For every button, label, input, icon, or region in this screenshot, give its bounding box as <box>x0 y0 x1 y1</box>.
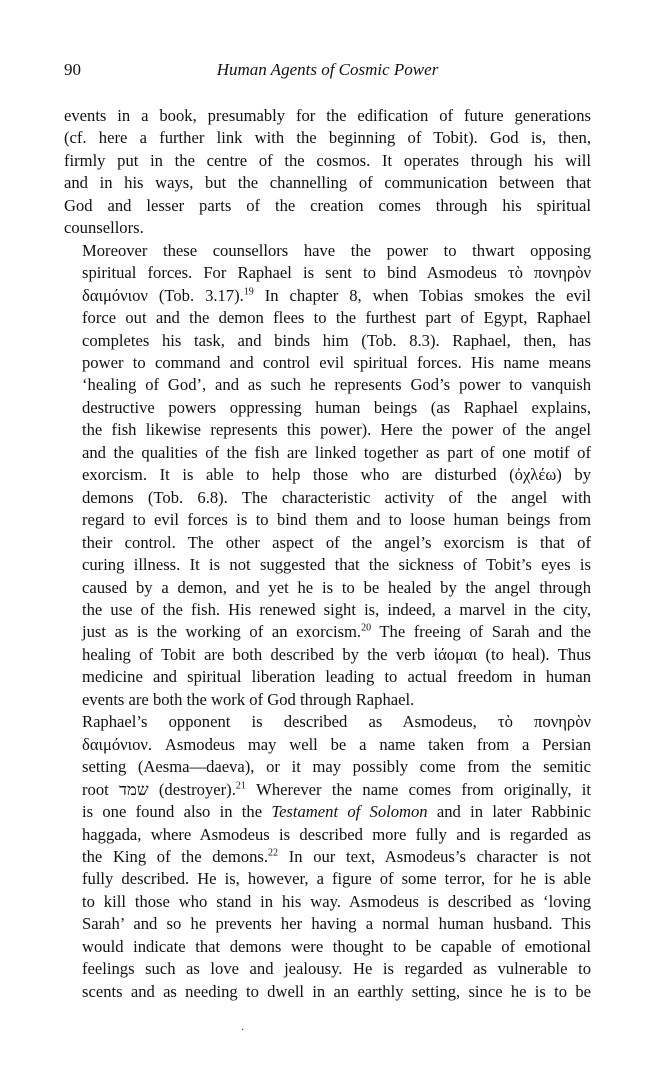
text-segment: In our text, Asmodeus’s character is not <box>278 846 591 866</box>
text-line: δαιμόνιον. Asmodeus may well be a name taken from a Persian <box>82 734 591 754</box>
text-segment: δαιμόνιον (Tob. 3.17). <box>82 285 244 305</box>
text-line: (cf. here a further link with the beginning of Tobit). God is, then, <box>64 128 591 148</box>
text-line: power to command and control evil spiritual forces. His name means <box>82 352 591 372</box>
text-line: exorcism. It is able to help those who are disturbed (ὀχλέω) by <box>82 465 591 485</box>
text-line-with-footnote <box>64 285 591 307</box>
text-segment: In chapter 8, when Tobias smokes the evil <box>253 285 591 305</box>
body-text <box>64 105 591 1003</box>
text-line: events are both the work of God through Raphael. <box>82 689 415 709</box>
text-line: and in his ways, but the channelling of communication between that <box>64 173 591 193</box>
footnote-ref-19: 19 <box>243 286 254 298</box>
text-line: God and lesser parts of the creation comes through his spiritual <box>64 195 591 215</box>
text-line: their control. The other aspect of the angel’s exorcism is that of <box>82 532 591 552</box>
text-line: the use of the fish. His renewed sight is, indeed, a marvel in the city, <box>82 599 591 619</box>
text-segment: the King of the demons. <box>82 846 269 866</box>
text-line-with-title <box>64 801 591 823</box>
text-line: the fish likewise represents this power). Here the power of the angel <box>82 420 591 440</box>
paragraph-1 <box>64 105 591 240</box>
text-segment: The freeing of Sarah and the <box>371 622 591 642</box>
footnote-ref-20: 20 <box>361 622 372 634</box>
text-line: firmly put in the centre of the cosmos. It operates through his will <box>64 150 591 170</box>
text-line: healing of Tobit are both described by the verb ἰάομαι (to heal). Thus <box>82 644 591 664</box>
text-segment: root שמד (destroyer). <box>82 779 236 799</box>
text-segment: and in later Rabbinic <box>427 802 591 822</box>
text-line: curing illness. It is not suggested that the sickness of Tobit’s eyes is <box>82 555 591 575</box>
running-title: Human Agents of Cosmic Power <box>216 60 439 79</box>
text-line: Raphael’s opponent is described as Asmodeus, τὸ πονηρὸν <box>82 712 591 732</box>
text-line: force out and the demon flees to the furthest part of Egypt, Raphael <box>82 308 591 328</box>
text-line: Moreover these counsellors have the power to thwart opposing <box>82 240 591 260</box>
text-line: completes his task, and binds him (Tob. 8.3). Raphael, then, has <box>82 330 591 350</box>
text-line: medicine and spiritual liberation leading to actual freedom in human <box>82 667 591 687</box>
footnote-ref-21: 21 <box>235 780 246 792</box>
text-line: scents and as needing to dwell in an earthly setting, since he is to be <box>82 981 591 1001</box>
text-segment: is one found also in the <box>82 802 272 822</box>
text-line: Sarah’ and so he prevents her having a normal human husband. This <box>82 914 591 934</box>
text-line: spiritual forces. For Raphael is sent to bind Asmodeus τὸ πονηρὸν <box>82 263 591 283</box>
text-line: fully described. He is, however, a figure of some terror, for he is able <box>82 869 591 889</box>
paragraph-2 <box>64 240 591 712</box>
text-line: to kill those who stand in his way. Asmodeus is described as ‘loving <box>82 891 591 911</box>
text-line: setting (Aesma—daeva), or it may possibly come from the semitic <box>82 757 591 777</box>
text-line: events in a book, presumably for the edification of future generations <box>64 106 591 125</box>
text-line-with-footnote <box>64 621 591 643</box>
text-line: regard to evil forces is to bind them and to loose human beings from <box>82 510 591 530</box>
text-segment: Wherever the name comes from originally, it <box>245 779 591 799</box>
running-head <box>64 58 591 82</box>
text-line: caused by a demon, and yet he is to be healed by the angel through <box>82 577 591 597</box>
book-title: Testament of Solomon <box>271 802 428 822</box>
text-line: and the qualities of the fish are linked together as part of one motif of <box>82 442 591 462</box>
text-line: ‘healing of God’, and as such he represents God’s power to vanquish <box>82 375 591 395</box>
text-line: feelings such as love and jealousy. He is regarded as vulnerable to <box>82 959 591 979</box>
text-line-with-footnote <box>64 846 591 868</box>
footnote-ref-22: 22 <box>268 847 279 859</box>
text-line: demons (Tob. 6.8). The characteristic activity of the angel with <box>82 487 591 507</box>
book-page <box>64 58 591 1003</box>
text-segment: just as is the working of an exorcism. <box>82 622 362 642</box>
paragraph-3 <box>64 711 591 1003</box>
text-line: counsellors. <box>64 218 144 238</box>
text-line: destructive powers oppressing human beings (as Raphael explains, <box>82 397 591 417</box>
text-line-with-footnote <box>64 779 591 801</box>
text-line: would indicate that demons were thought to be capable of emotional <box>82 936 591 956</box>
text-line: haggada, where Asmodeus is described more fully and is regarded as <box>82 824 591 844</box>
page-number: 90 <box>64 60 81 79</box>
folio-mark: · <box>241 1025 245 1036</box>
